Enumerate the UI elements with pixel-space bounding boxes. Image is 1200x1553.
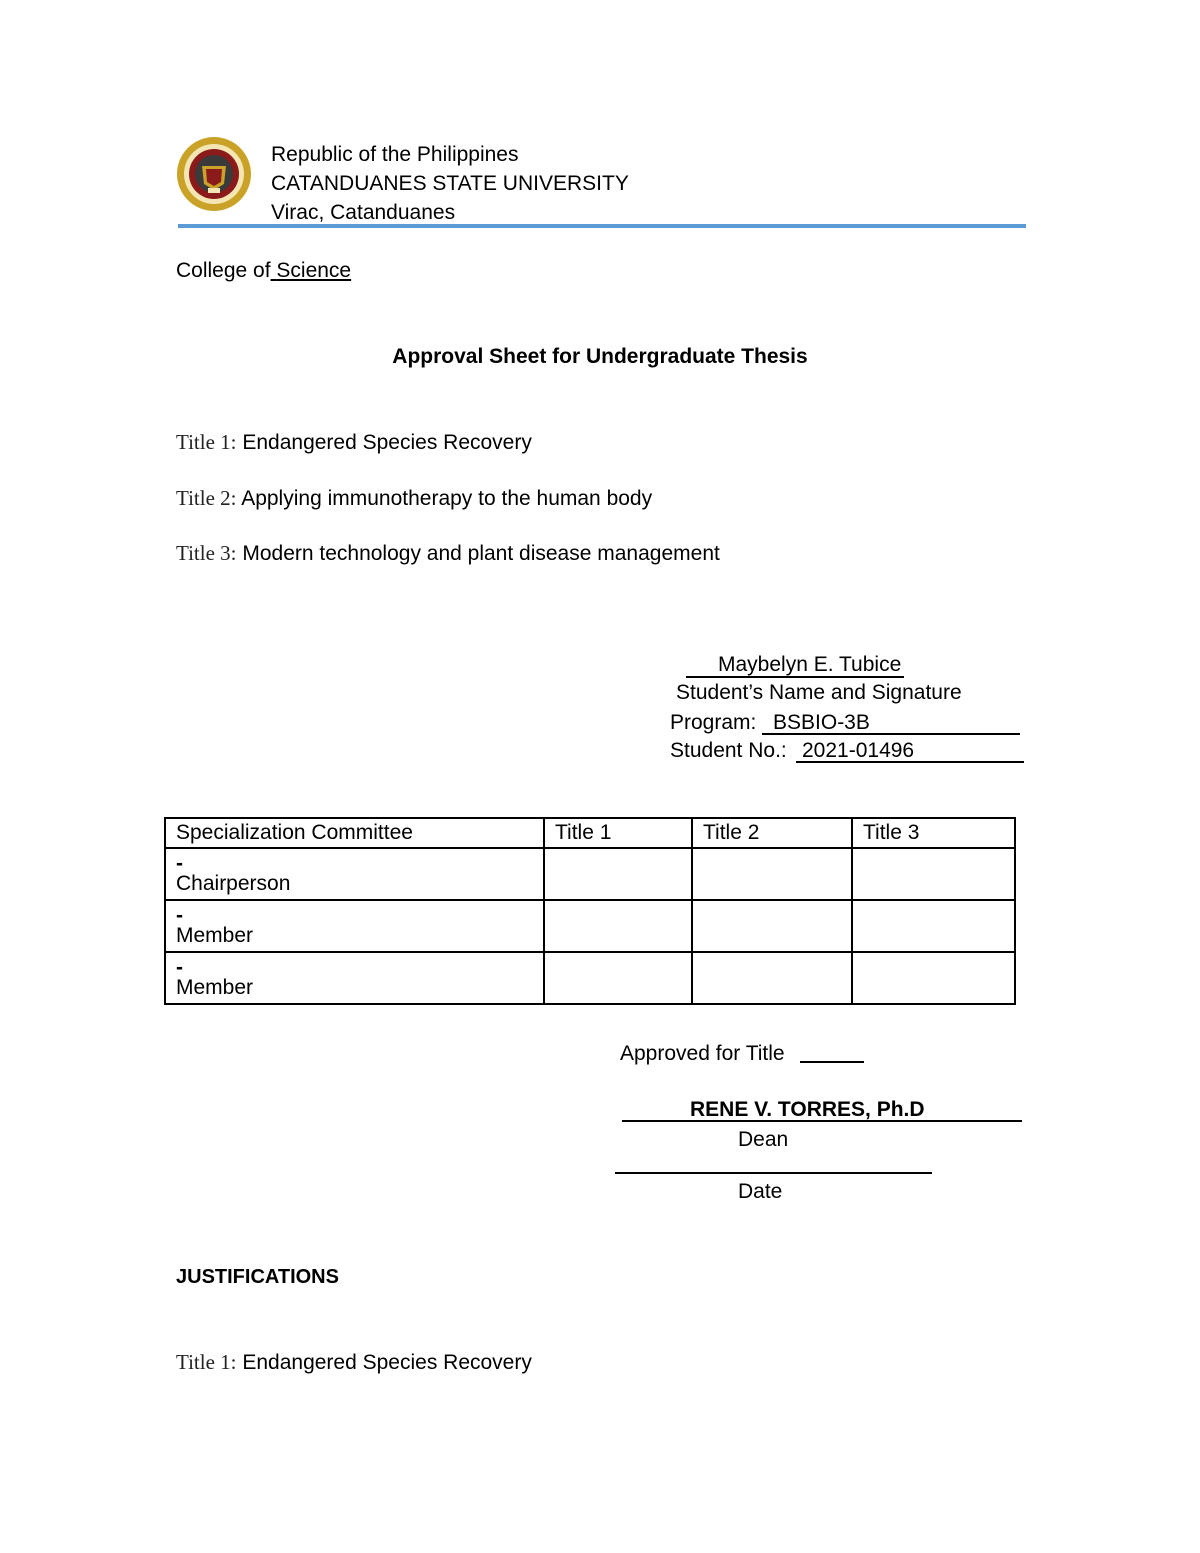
committee-header-title-3: Title 3 xyxy=(852,818,1015,848)
title-3 xyxy=(176,541,720,566)
title-1 xyxy=(176,430,532,455)
table-row xyxy=(165,900,1015,952)
college-prefix: College of xyxy=(176,259,271,282)
document-title: Approval Sheet for Undergraduate Thesis xyxy=(392,345,808,368)
program-label: Program: xyxy=(670,711,757,734)
university-seal-logo xyxy=(176,136,252,212)
student-no-line xyxy=(796,761,1024,763)
dean-signature-line xyxy=(622,1120,1022,1122)
title-2 xyxy=(176,486,652,511)
approval-cell-title-3 xyxy=(852,848,1015,900)
student-no-label: Student No.: xyxy=(670,739,787,762)
approval-cell-title-3 xyxy=(852,952,1015,1004)
justification-title-1-label: Title 1: xyxy=(176,1350,237,1374)
table-row xyxy=(165,848,1015,900)
committee-header-title-2: Title 2 xyxy=(692,818,852,848)
student-name-line xyxy=(686,676,904,678)
committee-role-member: Member xyxy=(176,924,254,947)
justifications-heading: JUSTIFICATIONS xyxy=(176,1266,339,1288)
approval-cell-title-1 xyxy=(544,900,692,952)
committee-role-cell xyxy=(165,952,544,1004)
approval-cell-title-3 xyxy=(852,900,1015,952)
justification-title-1-text: Endangered Species Recovery xyxy=(242,1351,532,1374)
header-university-name: CATANDUANES STATE UNIVERSITY xyxy=(271,172,629,195)
justification-title-1 xyxy=(176,1350,532,1375)
date-caption: Date xyxy=(738,1180,783,1203)
approval-cell-title-2 xyxy=(692,900,852,952)
approval-cell-title-1 xyxy=(544,952,692,1004)
signature-dash: - xyxy=(176,904,183,927)
title-1-label: Title 1: xyxy=(176,430,237,454)
student-name: Maybelyn E. Tubice xyxy=(718,653,902,676)
header-republic: Republic of the Philippines xyxy=(271,143,519,166)
title-3-label: Title 3: xyxy=(176,541,237,565)
student-no-value: 2021-01496 xyxy=(802,739,915,762)
committee-table xyxy=(164,817,1016,1005)
approval-cell-title-2 xyxy=(692,848,852,900)
approval-cell-title-1 xyxy=(544,848,692,900)
committee-header-row xyxy=(165,818,1015,848)
signature-dash: - xyxy=(176,852,183,875)
header-rule xyxy=(178,224,1026,228)
committee-role-cell xyxy=(165,900,544,952)
signature-dash: - xyxy=(176,956,183,979)
college-line xyxy=(176,259,351,283)
approved-for-title-label: Approved for Title xyxy=(620,1042,785,1065)
title-1-text: Endangered Species Recovery xyxy=(242,431,532,454)
title-2-text: Applying immunotherapy to the human body xyxy=(241,487,653,510)
committee-header-title-1: Title 1 xyxy=(544,818,692,848)
student-name-caption: Student’s Name and Signature xyxy=(676,681,962,704)
title-3-text: Modern technology and plant disease management xyxy=(242,542,720,565)
date-line xyxy=(615,1172,932,1174)
committee-role-member: Member xyxy=(176,976,254,999)
committee-role-cell xyxy=(165,848,544,900)
committee-header-specialization: Specialization Committee xyxy=(165,818,544,848)
title-2-label: Title 2: xyxy=(176,486,237,510)
header-location: Virac, Catanduanes xyxy=(271,201,456,224)
dean-name: RENE V. TORRES, Ph.D xyxy=(690,1098,925,1121)
committee-role-chairperson: Chairperson xyxy=(176,872,291,895)
approval-cell-title-2 xyxy=(692,952,852,1004)
program-value: BSBIO-3B xyxy=(773,711,870,734)
dean-caption: Dean xyxy=(738,1128,789,1151)
approved-title-blank xyxy=(800,1061,864,1063)
college-name: Science xyxy=(276,259,352,282)
table-row xyxy=(165,952,1015,1004)
program-line xyxy=(762,733,1020,735)
